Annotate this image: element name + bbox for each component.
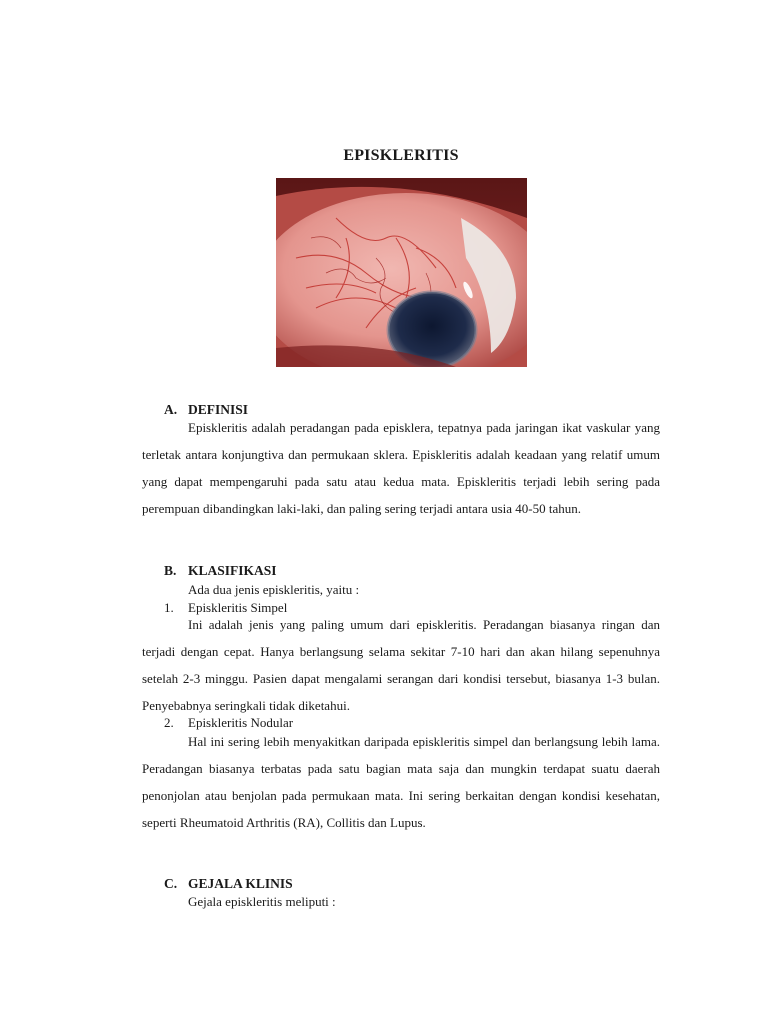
gejala-intro: Gejala episkleritis meliputi : — [188, 894, 336, 909]
nodular-paragraph: Hal ini sering lebih menyakitkan daripada episkleritis simpel dan berlangsung lebih lama. Peradangan biasanya terbatas pada satu bagian mata saja dan mungkin terdapat suatu daerah penonjolan atau benjolan pada permukaan mata. Ini sering berkaitan dengan kondisi kesehatan, seperti Rheumatoid Arthritis (RA), Collitis dan Lupus. — [142, 734, 660, 830]
section-letter: A. — [164, 402, 178, 417]
page-title: EPISKLERITIS — [343, 147, 459, 164]
list-number: 1. — [164, 600, 174, 615]
eye-photo — [276, 178, 527, 367]
section-title: DEFINISI — [188, 402, 249, 417]
section-heading-gejala-klinis — [164, 876, 293, 892]
klasifikasi-intro: Ada dua jenis episkleritis, yaitu : — [188, 582, 360, 597]
section-letter: B. — [164, 563, 177, 578]
section-heading-klasifikasi — [164, 563, 277, 579]
list-title: Episkleritis Simpel — [188, 600, 288, 615]
section-letter: C. — [164, 876, 178, 891]
section-title: KLASIFIKASI — [188, 563, 277, 578]
list-number: 2. — [164, 715, 174, 730]
list-title: Episkleritis Nodular — [188, 715, 294, 730]
section-title: GEJALA KLINIS — [188, 876, 293, 891]
inflamed-eye-illustration — [276, 178, 527, 367]
simpel-paragraph: Ini adalah jenis yang paling umum dari episkleritis. Peradangan biasanya ringan dan terjadi dengan cepat. Hanya berlangsung selama sekitar 7-10 hari dan akan hilang sepenuhnya setelah 2-3 minggu. Pasien dapat mengalami serangan dari kondisi tersebut, biasanya 1-3 bulan. Penyebabnya seringkali tidak diketahui. — [142, 617, 660, 713]
definisi-paragraph: Episkleritis adalah peradangan pada episklera, tepatnya pada jaringan ikat vaskular yang terletak antara konjungtiva dan permukaan sklera. Episkleritis adalah keadaan yang relatif umum yang dapat mempengaruhi pada satu atau kedua mata. Episkleritis terjadi lebih sering pada perempuan dibandingkan laki-laki, dan paling sering terjadi antara usia 40-50 tahun. — [142, 420, 660, 516]
